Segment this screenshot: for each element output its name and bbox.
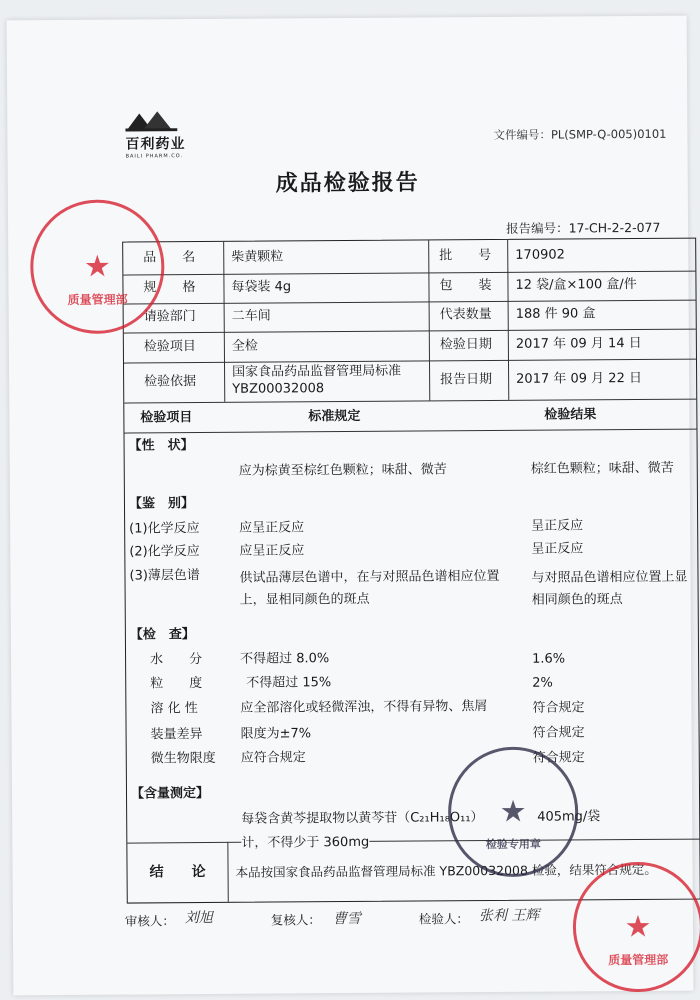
report-table bbox=[122, 238, 700, 904]
stamp-star-icon: ★ bbox=[624, 909, 652, 945]
report-number: 报告编号：17-CH-2-2-077 bbox=[506, 219, 661, 236]
column-header-standard: 标准规定 bbox=[308, 408, 361, 425]
inspection-name-1: 水 分 bbox=[150, 652, 203, 668]
identification-standard-3: 供试品薄层色谱中，在与对照品色谱相应位置上，显相同颜色的斑点 bbox=[239, 568, 500, 608]
column-header-result: 检验结果 bbox=[544, 407, 597, 423]
stamp-right-subtitle: 质量管理部 bbox=[608, 952, 669, 968]
basis-value-line2: YBZ00032008 bbox=[232, 381, 325, 397]
inspection-standard-3: 应全部溶化或轻微浑浊，不得有异物、焦屑 bbox=[240, 699, 488, 716]
identification-result-3: 与对照品色谱相应位置上显相同颜色的斑点 bbox=[531, 569, 688, 608]
appearance-standard: 应为棕黄至棕红色颗粒；味甜、微苦 bbox=[238, 462, 447, 479]
inspection-result-5: 符合规定 bbox=[532, 750, 585, 766]
basis-value-line1: 国家食品药品监督管理局标准 bbox=[232, 363, 402, 380]
package-label: 包 装 bbox=[439, 278, 492, 294]
stamp-left-subtitle: 质量管理部 bbox=[67, 292, 128, 307]
batch-value: 170902 bbox=[515, 247, 565, 263]
rechecker-label: 复核人： bbox=[270, 912, 321, 928]
quality-dept-stamp-right bbox=[572, 862, 700, 993]
company-logo bbox=[125, 109, 195, 159]
identification-name-2: (2)化学反应 bbox=[129, 544, 200, 560]
quality-dept-stamp-left bbox=[30, 199, 165, 334]
report-date-label: 报告日期 bbox=[440, 372, 493, 388]
assay-standard-line2: 计，不得少于 360mg bbox=[241, 834, 370, 851]
report-paper bbox=[7, 16, 694, 996]
document-number: 文件编号：PL(SMP-Q-005)0101 bbox=[493, 126, 667, 142]
spec-label: 规 格 bbox=[143, 280, 196, 296]
quantity-value: 188 件 90 盒 bbox=[515, 306, 596, 322]
test-item-value: 全检 bbox=[231, 338, 258, 354]
reviewer-signature: 刘旭 bbox=[184, 909, 213, 927]
inspection-name-2: 粒 度 bbox=[150, 676, 203, 692]
section-inspection-title: 【检 查】 bbox=[129, 627, 195, 643]
assay-result: 405mg/袋 bbox=[537, 809, 601, 825]
assay-standard-line1: 每袋含黄芩提取物以黄芩苷（C₂₁H₁₈O₁₁） bbox=[241, 810, 484, 827]
logo-cn-text: 百利药业 bbox=[125, 136, 186, 153]
conclusion-label: 结 论 bbox=[149, 864, 206, 881]
test-date-value: 2017 年 09 月 14 日 bbox=[515, 335, 642, 352]
inspection-result-4: 符合规定 bbox=[532, 725, 585, 741]
report-title: 成品检验报告 bbox=[275, 170, 420, 197]
inspector-label: 检验人： bbox=[418, 911, 469, 927]
inspection-standard-2: 不得超过 15% bbox=[246, 675, 332, 691]
stamp-star-icon: ★ bbox=[83, 249, 111, 285]
section-identification-title: 【鉴 别】 bbox=[128, 496, 195, 512]
inspection-standard-5: 应符合规定 bbox=[240, 750, 306, 766]
logo-mark-icon bbox=[125, 109, 177, 131]
spec-value: 每袋装 4g bbox=[231, 279, 292, 295]
report-date-value: 2017 年 09 月 22 日 bbox=[516, 370, 643, 387]
inspection-standard-4: 限度为±7% bbox=[240, 726, 312, 742]
inspection-stamp-middle bbox=[448, 746, 579, 877]
stamp-star-icon: ★ bbox=[499, 794, 527, 830]
reviewer-label: 审核人： bbox=[124, 913, 175, 929]
inspection-name-5: 微生物限度 bbox=[150, 750, 216, 767]
identification-name-3: (3)薄层色谱 bbox=[129, 568, 200, 584]
column-header-item: 检验项目 bbox=[140, 410, 193, 426]
stamp-middle-subtitle: 检验专用章 bbox=[485, 837, 541, 852]
logo-en-text: BAILI PHARM.CO. bbox=[125, 153, 184, 160]
rechecker-signature: 曹雪 bbox=[332, 910, 361, 928]
inspection-result-1: 1.6% bbox=[532, 651, 566, 667]
inspection-name-3: 溶 化 性 bbox=[150, 701, 198, 717]
basis-label: 检验依据 bbox=[144, 374, 197, 390]
inspection-name-4: 装量差异 bbox=[150, 727, 203, 743]
dept-value: 二车间 bbox=[231, 308, 271, 324]
inspector-signature: 张利 王辉 bbox=[478, 907, 540, 925]
identification-name-1: (1)化学反应 bbox=[129, 521, 200, 537]
test-date-label: 检验日期 bbox=[439, 337, 492, 353]
section-assay-title: 【含量测定】 bbox=[130, 785, 210, 802]
identification-result-2: 呈正反应 bbox=[531, 541, 584, 557]
identification-standard-2: 应呈正反应 bbox=[239, 543, 305, 559]
identification-standard-1: 应呈正反应 bbox=[239, 520, 305, 536]
dept-label: 请验部门 bbox=[143, 309, 196, 325]
inspection-result-2: 2% bbox=[532, 675, 553, 691]
name-value: 柴黄颗粒 bbox=[231, 249, 284, 265]
section-appearance-title: 【性 状】 bbox=[128, 438, 194, 454]
name-label: 品 名 bbox=[143, 250, 196, 266]
inspection-result-3: 符合规定 bbox=[532, 700, 585, 716]
test-item-label: 检验项目 bbox=[143, 339, 196, 355]
package-value: 12 袋/盒×100 盒/件 bbox=[515, 276, 637, 293]
batch-label: 批 号 bbox=[439, 248, 492, 264]
identification-result-1: 呈正反应 bbox=[531, 518, 584, 534]
appearance-result: 棕红色颗粒；味甜、微苦 bbox=[530, 460, 674, 477]
quantity-label: 代表数量 bbox=[439, 307, 492, 323]
inspection-standard-1: 不得超过 8.0% bbox=[240, 651, 330, 667]
conclusion-text: 本品按国家食品药品监督管理局标准 YBZ00032008 检验，结果符合规定。 bbox=[235, 861, 657, 880]
